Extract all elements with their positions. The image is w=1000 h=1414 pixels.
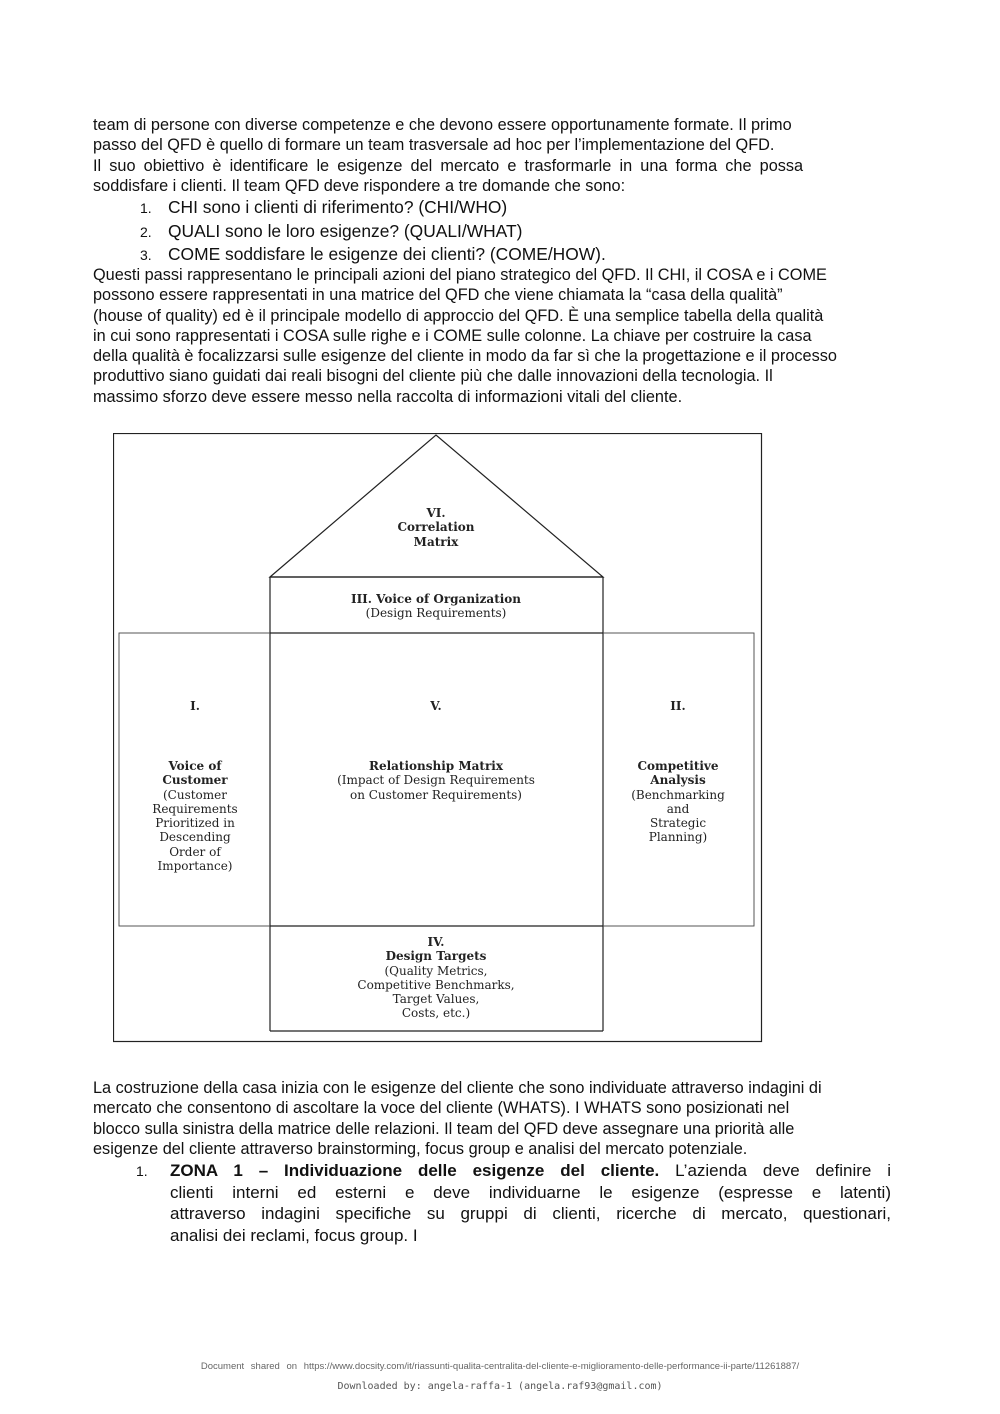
zona-1-text: [170, 1160, 891, 1246]
text-line: passo del QFD è quello di formare un team trasversale ad hoc per l’implementazione del QFD.: [93, 136, 775, 155]
text-line: attraverso indagini specifiche su gruppi di clienti, ricerche di mercato, questionari,: [170, 1204, 891, 1223]
section-desc-line: (Benchmarking: [631, 787, 725, 802]
section-number: II.: [670, 699, 686, 713]
text-line: clienti interni ed esterni e deve individuarne le esigenze (espresse e latenti): [170, 1182, 891, 1202]
text-line: Il suo obiettivo è identificare le esigenze del mercato e trasformarle in una forma che possa: [93, 156, 804, 175]
text-line: della qualità è focalizzarsi sulle esigenze del cliente in modo da far sì che la progettazione e il processo: [93, 347, 837, 366]
list-number: 1.: [140, 200, 152, 216]
list-number: 1.: [136, 1163, 148, 1179]
design-targets-label: [286, 935, 586, 1021]
section-title-line: Analysis: [650, 773, 706, 788]
zona-1-lead: L’azienda deve definire i: [659, 1161, 891, 1180]
body-paragraph-1: [93, 265, 893, 407]
body-paragraph-2: [93, 1078, 893, 1159]
section-desc-line: and: [666, 801, 690, 816]
voice-of-customer-label: [125, 759, 265, 873]
text-line: in cui sono rappresentati i COSA sulle righe e i COME sulle colonne. La chiave per costruire la casa: [93, 326, 812, 345]
section-desc-line: Planning): [648, 830, 708, 845]
text-line: possono essere rappresentati in una matrice del QFD che viene chiamata la “casa della qualità”: [93, 286, 783, 305]
competitive-analysis-label: [608, 759, 748, 845]
list-item-text: CHI sono i clienti di riferimento? (CHI/WHO): [168, 197, 508, 217]
section-desc-line: Requirements: [152, 801, 238, 816]
section-number: IV.: [427, 935, 445, 949]
section-title: Relationship Matrix: [368, 759, 503, 773]
list-item: [140, 243, 606, 267]
list-number: 3.: [140, 247, 152, 263]
text-line: (house of quality) ed è il principale modello di approccio del QFD. È una semplice tabella della qualità: [93, 306, 824, 325]
text-line: blocco sulla sinistra della matrice delle relazioni. Il team del QFD deve assegnare una priorità alle: [93, 1119, 795, 1138]
document-shared-footer: Document shared on https://www.docsity.com/it/riassunti-qualita-centralita-del-cliente-e-miglioramento-delle-performance-ii-parte/11261887/: [200, 1361, 800, 1372]
competitive-analysis-num: [608, 699, 748, 713]
section-title-line: Correlation: [397, 520, 475, 535]
section-title: Design Targets: [385, 949, 487, 964]
section-desc-line: on Customer Requirements): [349, 787, 522, 802]
section-number: VI.: [426, 506, 446, 520]
zona-1-heading: ZONA 1 – Individuazione delle esigenze del cliente.: [170, 1161, 660, 1180]
section-subtitle: (Design Requirements): [365, 606, 507, 621]
list-item: [140, 196, 606, 220]
voice-of-customer-num: [125, 699, 265, 713]
text-line: produttivo siano guidati dai reali bisogni del cliente più che dalle innovazioni della tecnologia. Il: [93, 367, 773, 386]
house-of-quality-figure: [113, 433, 763, 1043]
zona-1-first-line: [170, 1160, 891, 1182]
relationship-matrix-label: [286, 759, 586, 802]
section-title-line: Matrix: [413, 534, 459, 549]
text-line: esigenze del cliente attraverso brainstorming, focus group e analisi del mercato potenziale.: [93, 1139, 748, 1158]
voice-of-organization-label: [286, 592, 586, 621]
questions-list: [140, 196, 606, 267]
downloaded-by-footer: Downloaded by: angela-raffa-1 (angela.raf93@gmail.com): [337, 1381, 663, 1392]
section-desc-line: (Quality Metrics,: [384, 963, 488, 978]
section-title-line: Customer: [162, 773, 228, 788]
correlation-matrix-label: [336, 506, 536, 549]
text-line: massimo sforzo deve essere messo nella raccolta di informazioni vitali del cliente.: [93, 387, 683, 406]
section-desc-line: Strategic: [649, 816, 707, 831]
section-title-line: Competitive: [637, 759, 719, 773]
section-desc-line: Costs, etc.): [401, 1006, 471, 1021]
text-line: team di persone con diverse competenze e che devono essere opportunamente formate. Il primo: [93, 116, 792, 134]
relationship-matrix-num: [286, 699, 586, 713]
section-desc-line: Prioritized in: [155, 816, 235, 831]
section-number: V.: [430, 699, 442, 713]
section-desc-line: (Impact of Design Requirements: [337, 773, 535, 788]
text-line: soddisfare i clienti. Il team QFD deve rispondere a tre domande che sono:: [93, 176, 626, 195]
text-line: mercato che consentono di ascoltare la voce del cliente (WHATS). I WHATS sono posizionati nel: [93, 1099, 790, 1118]
section-desc-line: (Customer: [162, 787, 227, 802]
intro-paragraph: [93, 115, 893, 196]
section-desc-line: Target Values,: [392, 992, 480, 1007]
text-line: La costruzione della casa inizia con le esigenze del cliente che sono individuate attraverso indagini di: [93, 1079, 822, 1097]
section-number: I.: [190, 699, 200, 713]
list-item: [140, 220, 606, 244]
section-desc-line: Competitive Benchmarks,: [357, 977, 515, 992]
section-title-line: Voice of: [168, 759, 222, 773]
section-title: III. Voice of Organization: [350, 592, 522, 606]
section-desc-line: Descending: [159, 830, 231, 845]
text-line: Questi passi rappresentano le principali azioni del piano strategico del QFD. Il CHI, il COSA e i COME: [93, 266, 827, 284]
zona-1-list-item: [136, 1160, 891, 1246]
list-number: 2.: [140, 223, 152, 240]
list-item-text: COME soddisfare le esigenze dei clienti? (COME/HOW).: [168, 244, 606, 264]
section-desc-line: Importance): [157, 859, 233, 874]
section-desc-line: Order of: [169, 844, 221, 859]
list-item-text: QUALI sono le loro esigenze? (QUALI/WHAT): [168, 220, 523, 241]
text-line: analisi dei reclami, focus group. I: [170, 1225, 418, 1245]
